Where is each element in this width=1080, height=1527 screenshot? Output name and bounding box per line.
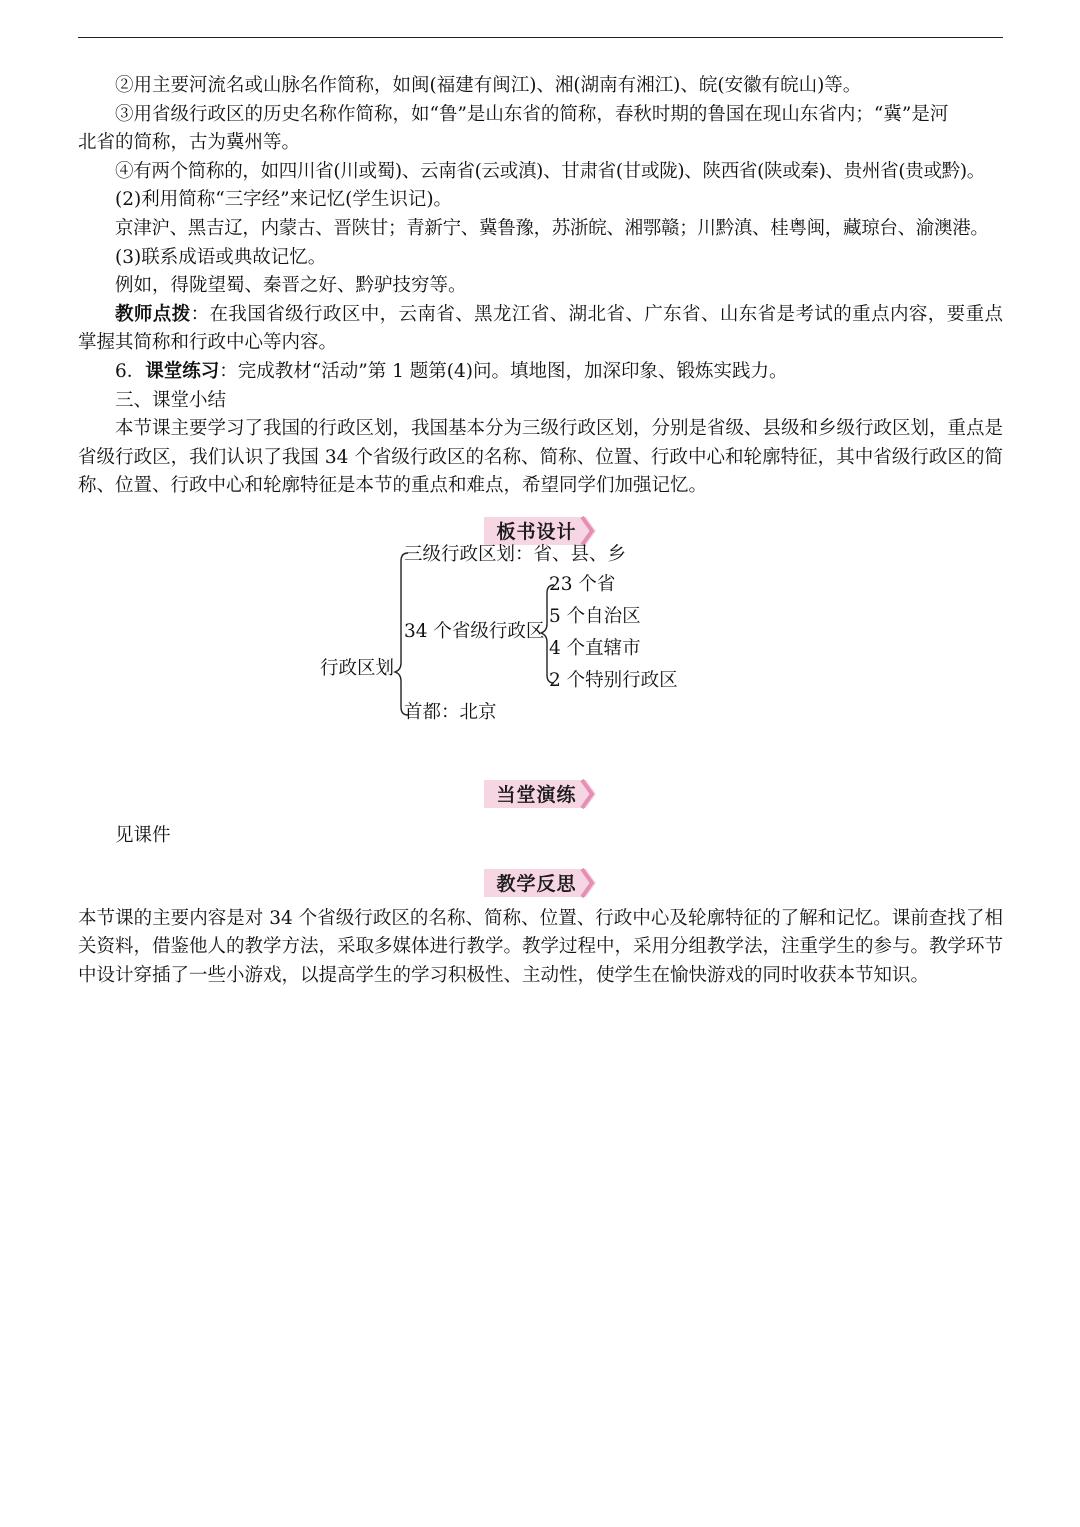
diagram-branch-provincial: 34 个省级行政区 — [404, 620, 545, 642]
practice-text: 见课件 — [115, 824, 171, 846]
board-diagram — [78, 543, 1003, 782]
diagram-sub-provinces: 23 个省 — [549, 573, 616, 595]
exercise-text: ：完成教材“活动”第 1 题第(4)问。填地图，加深印象、锻炼实践力。 — [219, 360, 788, 382]
diagram-root: 行政区划 — [320, 657, 395, 679]
practice-title: 当堂演练 — [496, 784, 577, 807]
exercise-label: 课堂练习 — [145, 360, 220, 382]
abbrev-method-4: ④有两个简称的，如四川省(川或蜀)、云南省(云或滇)、甘肃省(甘或陇)、陕西省(陕或秦)、贵州省(贵或黔)。 — [115, 160, 985, 182]
diagram-sub-sar: 2 个特别行政区 — [549, 669, 678, 691]
header-rule — [78, 37, 1003, 38]
abbrev-rhyme: 京津沪、黑吉辽，内蒙古、晋陕甘；青新宁、冀鲁豫，苏浙皖、湘鄂赣；川黔滇、桂粤闽，藏琼台、渝澳港。 — [115, 217, 989, 239]
reflection-banner — [482, 867, 600, 899]
memory-tip-3: (3)联系成语或典故记忆。 — [115, 246, 327, 268]
diagram-braces — [78, 547, 1003, 782]
summary-heading: 三、课堂小结 — [115, 389, 227, 411]
practice-header — [78, 778, 1003, 810]
teacher-tip-text: ：在我国省级行政区中，云南省、黑龙江省、湖北省、广东省、山东省是考试的重点内容，要重点掌握其简称和行政中心等内容。 — [78, 303, 1003, 354]
board-design-title: 板书设计 — [496, 521, 577, 544]
teacher-tip-label: 教师点拨 — [115, 303, 191, 325]
idiom-examples: 例如，得陇望蜀、秦晋之好、黔驴技穷等。 — [115, 275, 467, 297]
abbrev-method-2: ②用主要河流名或山脉名作简称，如闽(福建有闽江)、湘(湖南有湘江)、皖(安徽有皖山)等。 — [115, 75, 862, 96]
abbrev-method-3: ③用省级行政区的历史名称作简称，如“鲁”是山东省的简称，春秋时期的鲁国在现山东省内；“冀”是河 — [115, 103, 949, 125]
reflection-header — [78, 867, 1003, 899]
diagram-branch-capital: 首都：北京 — [404, 701, 497, 723]
teacher-tip — [78, 301, 1003, 358]
reflection-text: 本节课的主要内容是对 34 个省级行政区的名称、简称、位置、行政中心及轮廓特征的了解和记忆。课前查找了相关资料，借鉴他人的教学方法，采取多媒体进行教学。教学过程中，采用分组教学法，注重学生的参与。教学环节中设计穿插了一些小游戏，以提高学生的学习积极性、主动性，使学生在愉快游戏的同时收获本节知识。 — [78, 907, 1004, 986]
abbrev-method-3-cont: 北省的简称，古为冀州等。 — [78, 132, 301, 154]
diagram-branch-levels: 三级行政区划：省、县、乡 — [404, 543, 627, 565]
practice-banner — [482, 778, 600, 810]
memory-tip-2: (2)利用简称“三字经”来记忆(学生识记)。 — [115, 189, 453, 211]
exercise-number: 6． — [115, 360, 146, 382]
classroom-exercise — [78, 358, 1003, 387]
page-content — [78, 72, 1003, 990]
reflection-title: 教学反思 — [496, 873, 577, 895]
summary-text: 本节课主要学习了我国的行政区划，我国基本分为三级行政区划，分别是省级、县级和乡级行政区划，重点是省级行政区，我们认识了我国 34 个省级行政区的名称、简称、位置、行政中心和轮廓特征，其中省级行政区的简称、位置、行政中心和轮廓特征是本节的重点和难点，希望同学们加强记忆。 — [78, 418, 1004, 497]
diagram-sub-municipalities: 4 个直辖市 — [549, 637, 641, 659]
diagram-sub-autonomous: 5 个自治区 — [549, 605, 641, 627]
